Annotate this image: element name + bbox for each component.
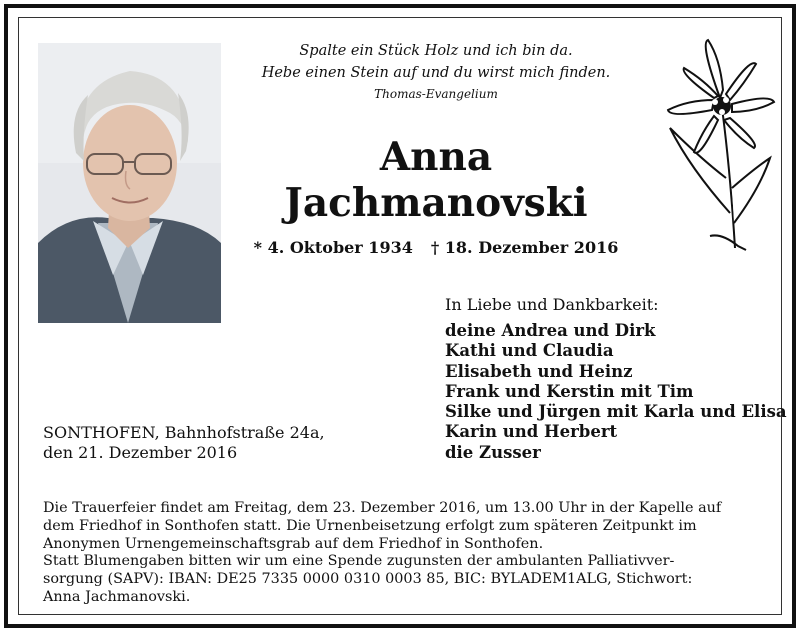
bible-quote [238,40,634,104]
quote-line-2: Hebe einen Stein auf und du wirst mich finden. [261,65,611,81]
family-member: Karin und Herbert [445,422,618,442]
portrait-photo [38,43,221,323]
family-member: Frank und Kerstin mit Tim [445,381,694,401]
quote-line-1: Spalte ein Stück Holz und ich bin da. [299,43,573,59]
portrait-illustration [38,43,221,323]
life-dates [238,238,634,257]
family-list [445,321,787,463]
last-name: Jachmanovski [284,180,588,226]
deceased-name [238,134,634,226]
death-date: † 18. Dezember 2016 [430,238,619,257]
notice-line: sorgung (SAPV): IBAN: DE25 7335 0000 0310 0003 85, BIC: BYLADEM1ALG, Stichwort: [43,571,693,588]
notice-line: Anna Jachmanovski. [43,588,191,605]
birth-date: * 4. Oktober 1934 [253,238,413,257]
place-and-date [43,423,325,463]
first-name: Anna [379,134,493,180]
notice-line: Statt Blumengaben bitten wir um eine Spende zugunsten der ambulanten Palliativver- [43,553,675,570]
family-member: Elisabeth und Heinz [445,361,633,381]
edelweiss-icon [660,38,780,258]
notice-line: Die Trauerfeier findet am Freitag, dem 23. Dezember 2016, um 13.00 Uhr in der Kapelle auf [43,500,722,516]
family-member: Kathi und Claudia [445,341,614,361]
address-line: SONTHOFEN, Bahnhofstraße 24a, [43,423,325,442]
family-member: deine Andrea und Dirk [445,321,656,340]
funeral-notice [43,500,773,607]
notice-line: Anonymen Urnengemeinschaftsgrab auf dem Friedhof in Sonthofen. [43,535,544,552]
family-member: die Zusser [445,442,541,462]
thanks-heading: In Liebe und Dankbarkeit: [445,295,659,314]
family-member: Silke und Jürgen mit Karla und Elisa [445,402,787,422]
notice-line: dem Friedhof in Sonthofen statt. Die Urnenbeisetzung erfolgt zum späteren Zeitpunkt im [43,517,697,534]
date-line: den 21. Dezember 2016 [43,443,238,462]
notice-frame [4,4,796,628]
quote-source: Thomas-Evangelium [374,87,498,101]
